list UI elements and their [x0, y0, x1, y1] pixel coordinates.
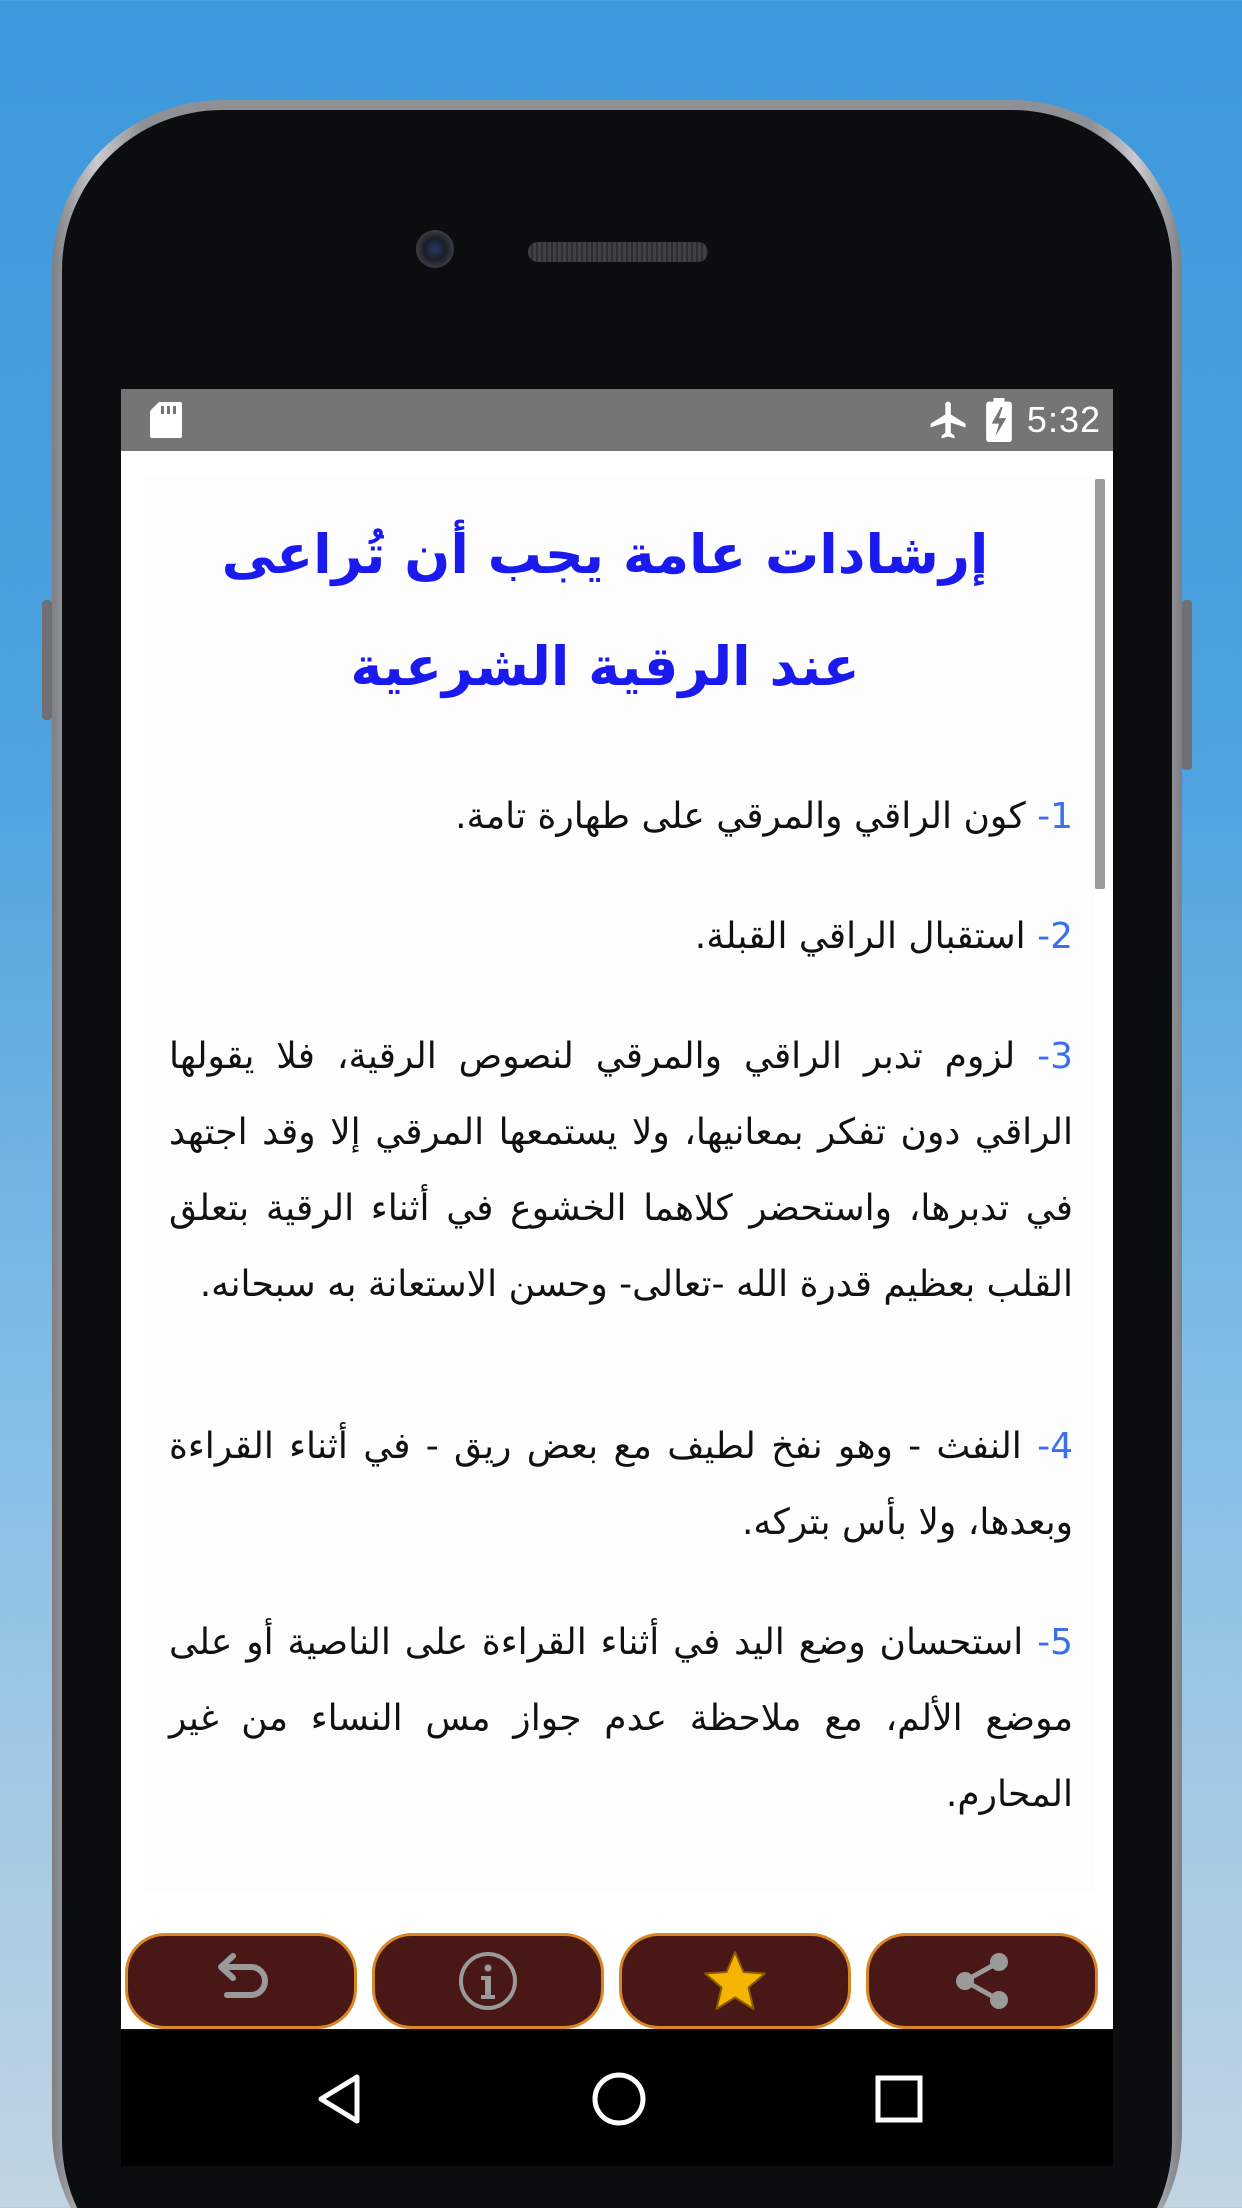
- recents-icon: [873, 2073, 925, 2125]
- nav-home-button[interactable]: [579, 2059, 659, 2139]
- item-text: استقبال الراقي القبلة.: [694, 916, 1038, 957]
- item-number: 3-: [1037, 1036, 1073, 1077]
- list-item: [169, 899, 1073, 975]
- app-screen: [121, 389, 1113, 2029]
- item-text: كون الراقي والمرقي على طهارة تامة.: [455, 796, 1038, 837]
- home-icon: [589, 2069, 649, 2129]
- battery-charging-icon: [985, 398, 1013, 442]
- sd-card-icon: [149, 401, 183, 439]
- bottom-action-bar: [121, 1927, 1113, 2029]
- item-number: 4-: [1037, 1426, 1073, 1467]
- share-icon: [949, 1948, 1015, 2014]
- item-text: استحسان وضع اليد في أثناء القراءة على الناصية أو على موضع الألم، مع ملاحظة عدم جواز مس النساء من غير المحارم.: [169, 1622, 1073, 1815]
- system-nav-bar: [121, 2031, 1113, 2166]
- list-item: [169, 1605, 1073, 1833]
- undo-button[interactable]: [125, 1933, 357, 2029]
- article-content[interactable]: [145, 479, 1093, 1889]
- star-icon: [702, 1949, 768, 2013]
- scrollbar[interactable]: [1095, 479, 1105, 889]
- info-button[interactable]: [372, 1933, 604, 2029]
- list-item: [169, 779, 1073, 855]
- nav-back-button[interactable]: [299, 2059, 379, 2139]
- phone-volume-button: [42, 600, 52, 720]
- item-text: النفث - وهو نفخ لطيف مع بعض ريق - في أثناء القراءة وبعدها، ولا بأس بتركه.: [169, 1426, 1073, 1543]
- front-camera: [416, 230, 454, 268]
- info-icon: [457, 1950, 519, 2012]
- undo-icon: [209, 1953, 273, 2009]
- clock: 5:32: [1026, 399, 1101, 440]
- favorite-button[interactable]: [619, 1933, 851, 2029]
- status-bar: [121, 389, 1113, 451]
- share-button[interactable]: [866, 1933, 1098, 2029]
- back-icon: [311, 2071, 367, 2127]
- list-item: [169, 1409, 1073, 1561]
- phone-power-button: [1182, 600, 1192, 770]
- earpiece-speaker: [528, 242, 708, 262]
- item-number: 1-: [1037, 796, 1073, 837]
- article-title: إرشادات عامة يجب أن تُراعى عند الرقية الشرعية: [221, 523, 989, 698]
- item-text: لزوم تدبر الراقي والمرقي لنصوص الرقية، فلا يقولها الراقي دون تفكر بمعانيها، ولا يستمعها المرقي إلا وقد اجتهد في تدبرها، واستحضر كلاهما الخشوع في أثناء الرقية بتعلق القلب بعظيم قدرة الله -تعالى- وحسن الاستعانة به سبحانه.: [169, 1036, 1073, 1305]
- list-item: [169, 1019, 1073, 1323]
- item-number: 2-: [1037, 916, 1073, 957]
- airplane-icon: [927, 398, 971, 442]
- item-number: 5-: [1037, 1622, 1073, 1663]
- nav-recents-button[interactable]: [859, 2059, 939, 2139]
